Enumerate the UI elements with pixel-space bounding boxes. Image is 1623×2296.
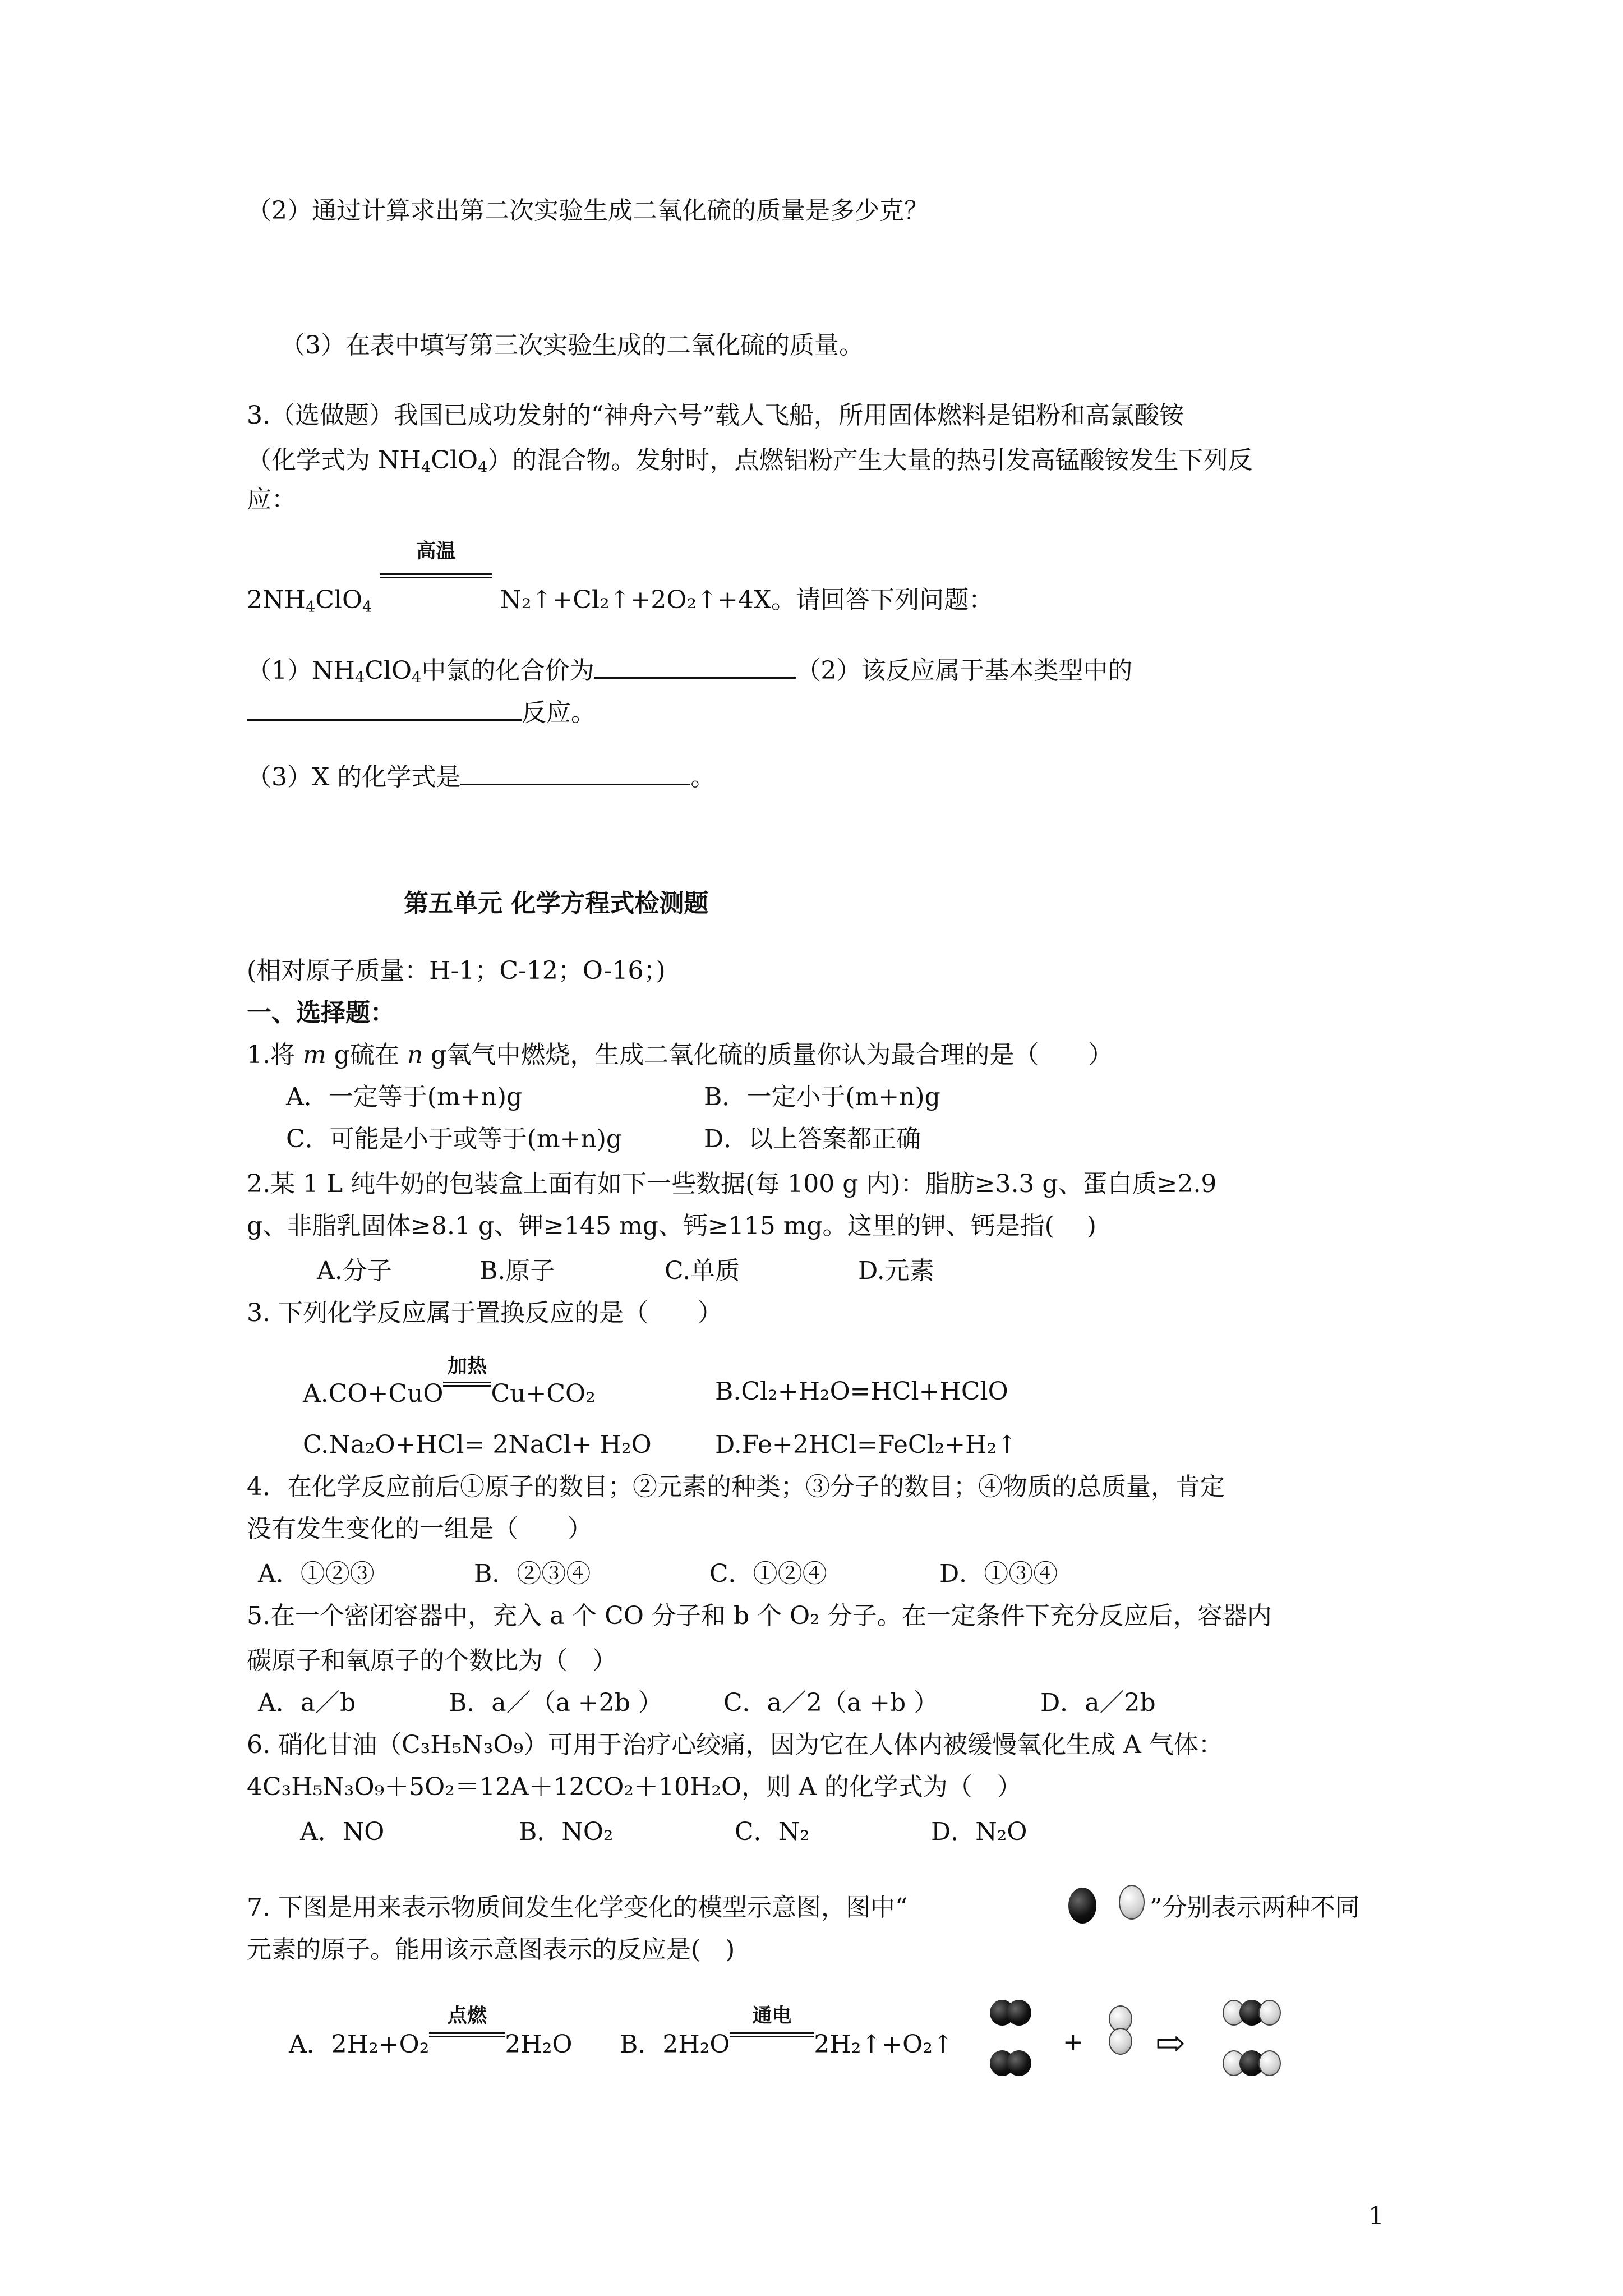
choice2-option-d[interactable]: D.元素: [858, 1257, 934, 1285]
choice1-option-a[interactable]: A．一定等于(m+n)g: [286, 1083, 523, 1111]
answer-blank[interactable]: [594, 654, 796, 679]
choice5-option-b[interactable]: B．a／（a +2b ）: [449, 1688, 663, 1717]
choice3-option-d[interactable]: D.Fe+2HCl=FeCl₂+H₂↑: [715, 1430, 1017, 1459]
choice3-option-c[interactable]: C.Na₂O+HCl= 2NaCl+ H₂O: [303, 1430, 652, 1459]
choice2-line2: g、非脂乳固体≥8.1 g、钾≥145 mg、钙≥115 mg。这里的钾、钙是指( ): [247, 1212, 1096, 1240]
choice4-line1: 4．在化学反应前后①原子的数目；②元素的种类；③分子的数目；④物质的总质量，肯定: [247, 1473, 1225, 1501]
choice6-line1: 6. 硝化甘油（C₃H₅N₃O₉）可用于治疗心绞痛，因为它在人体内被缓慢氧化生成 A 气体：: [247, 1731, 1223, 1759]
reaction-condition: 通电: [730, 2028, 814, 2053]
choice3-option-b[interactable]: B.Cl₂+H₂O=HCl+HClO: [715, 1377, 1008, 1406]
choice5-option-a[interactable]: A．a／b: [258, 1688, 356, 1717]
section-choice: 一、选择题：: [247, 999, 395, 1027]
choice7-option-b[interactable]: B．2H₂O 通电 2H₂↑+O₂↑: [620, 2004, 953, 2059]
choice6-option-b[interactable]: B．NO₂: [519, 1818, 614, 1846]
choice6-line2: 4C₃H₅N₃O₉＋5O₂＝12A＋12CO₂＋10H₂O，则 A 的化学式为（ ）: [247, 1773, 1022, 1801]
answer-blank[interactable]: [460, 760, 690, 785]
choice2-option-a[interactable]: A.分子: [317, 1257, 392, 1285]
q3-sub3: （3）X 的化学式是 。: [247, 760, 715, 793]
choice2-option-c[interactable]: C.单质: [665, 1257, 740, 1285]
reaction-condition: 点燃: [429, 2028, 505, 2053]
choice1-stem: 1.将 m g硫在 n g氧气中燃烧，生成二氧化硫的质量你认为最合理的是（ ）: [247, 1041, 1113, 1069]
reactant-molecules-diagram: [990, 2000, 1040, 2084]
choice6-option-c[interactable]: C．N₂: [735, 1818, 810, 1846]
q3-sub1: $(1)NH_4ClO_4$中氯的化合价为 （2）该反应属于基本类型中的: [247, 654, 1132, 686]
choice5-option-c[interactable]: C．a／2（a +b ）: [723, 1688, 939, 1717]
page-number: 1: [1368, 2202, 1384, 2230]
choice6-option-a[interactable]: A．NO: [300, 1818, 385, 1846]
q3-line3: 应：: [247, 485, 296, 514]
choice7-line2: 元素的原子。能用该示意图表示的反应是( ): [247, 1935, 735, 1964]
q3-equation: $2NH_4ClO_4$ 高温 N₂↑+Cl₂↑+2O₂↑+4X。请回答下列问题：: [247, 540, 994, 616]
choice1-option-c[interactable]: C．可能是小于或等于(m+n)g: [286, 1125, 623, 1153]
choice3-stem: 3. 下列化学反应属于置换反应的是（ ）: [247, 1299, 722, 1327]
reaction-condition: 高温: [380, 583, 492, 608]
q3-line1: 3.（选做题）我国已成功发射的“神舟六号”载人飞船，所用固体燃料是铝粉和高氯酸铵: [247, 401, 1184, 430]
legend-atom-light-icon: [1119, 1885, 1146, 1922]
atomic-mass-note: (相对原子质量：H-1；C-12；O-16；): [247, 956, 666, 985]
unit-title: 第五单元 化学方程式检测题: [404, 889, 709, 918]
choice4-option-a[interactable]: A．①②③: [258, 1559, 375, 1588]
choice7-line1b: ”分别表示两种不同: [1150, 1893, 1360, 1922]
choice2-line1: 2.某 1 L 纯牛奶的包装盒上面有如下一些数据(每 100 g 内)：脂肪≥3.3 g、蛋白质≥2.9: [247, 1170, 1217, 1198]
choice3-option-a[interactable]: A.CO+CuO 加热 Cu+CO₂: [303, 1355, 596, 1408]
choice4-option-c[interactable]: C．①②④: [709, 1559, 827, 1588]
choice5-option-d[interactable]: D．a／2b: [1040, 1688, 1156, 1717]
choice5-line1: 5.在一个密闭容器中，充入 a 个 CO 分子和 b 个 O₂ 分子。在一定条件下充分反应后，容器内: [247, 1602, 1272, 1630]
q3-line2: （化学式为 $NH_4ClO_4$）的混合物。发射时，点燃铝粉产生大量的热引发高锰酸铵发生下列反: [247, 446, 1253, 476]
choice4-option-b[interactable]: B．②③④: [474, 1559, 591, 1588]
legend-atom-dark-icon: [1068, 1888, 1098, 1925]
reaction-condition: 加热: [443, 1377, 491, 1402]
choice5-line2: 碳原子和氧原子的个数比为（ ）: [247, 1646, 617, 1675]
choice4-option-d[interactable]: D．①③④: [939, 1559, 1058, 1588]
choice6-option-d[interactable]: D．N₂O: [931, 1818, 1027, 1846]
q2-part3: （3）在表中填写第三次实验生成的二氧化硫的质量。: [280, 331, 864, 360]
choice7-line1a: 7. 下图是用来表示物质间发生化学变化的模型示意图，图中“: [247, 1893, 908, 1922]
choice4-line2: 没有发生变化的一组是（ ）: [247, 1515, 592, 1543]
diagram-arrow-icon: ⇨: [1155, 2023, 1186, 2064]
choice1-option-b[interactable]: B．一定小于(m+n)g: [704, 1083, 940, 1111]
q3-sub2-end: 反应。: [247, 696, 596, 728]
product-molecules-diagram: [1223, 2000, 1295, 2084]
diagram-plus: +: [1063, 2028, 1083, 2056]
choice7-option-a[interactable]: A．2H₂+O₂ 点燃 2H₂O: [289, 2004, 573, 2059]
answer-blank[interactable]: [247, 696, 522, 721]
choice1-option-d[interactable]: D．以上答案都正确: [704, 1125, 921, 1153]
q2-part2: （2）通过计算求出第二次实验生成二氧化硫的质量是多少克？: [247, 196, 929, 225]
choice2-option-b[interactable]: B.原子: [479, 1257, 555, 1285]
reactant-molecule-light-diagram: [1108, 2005, 1136, 2078]
